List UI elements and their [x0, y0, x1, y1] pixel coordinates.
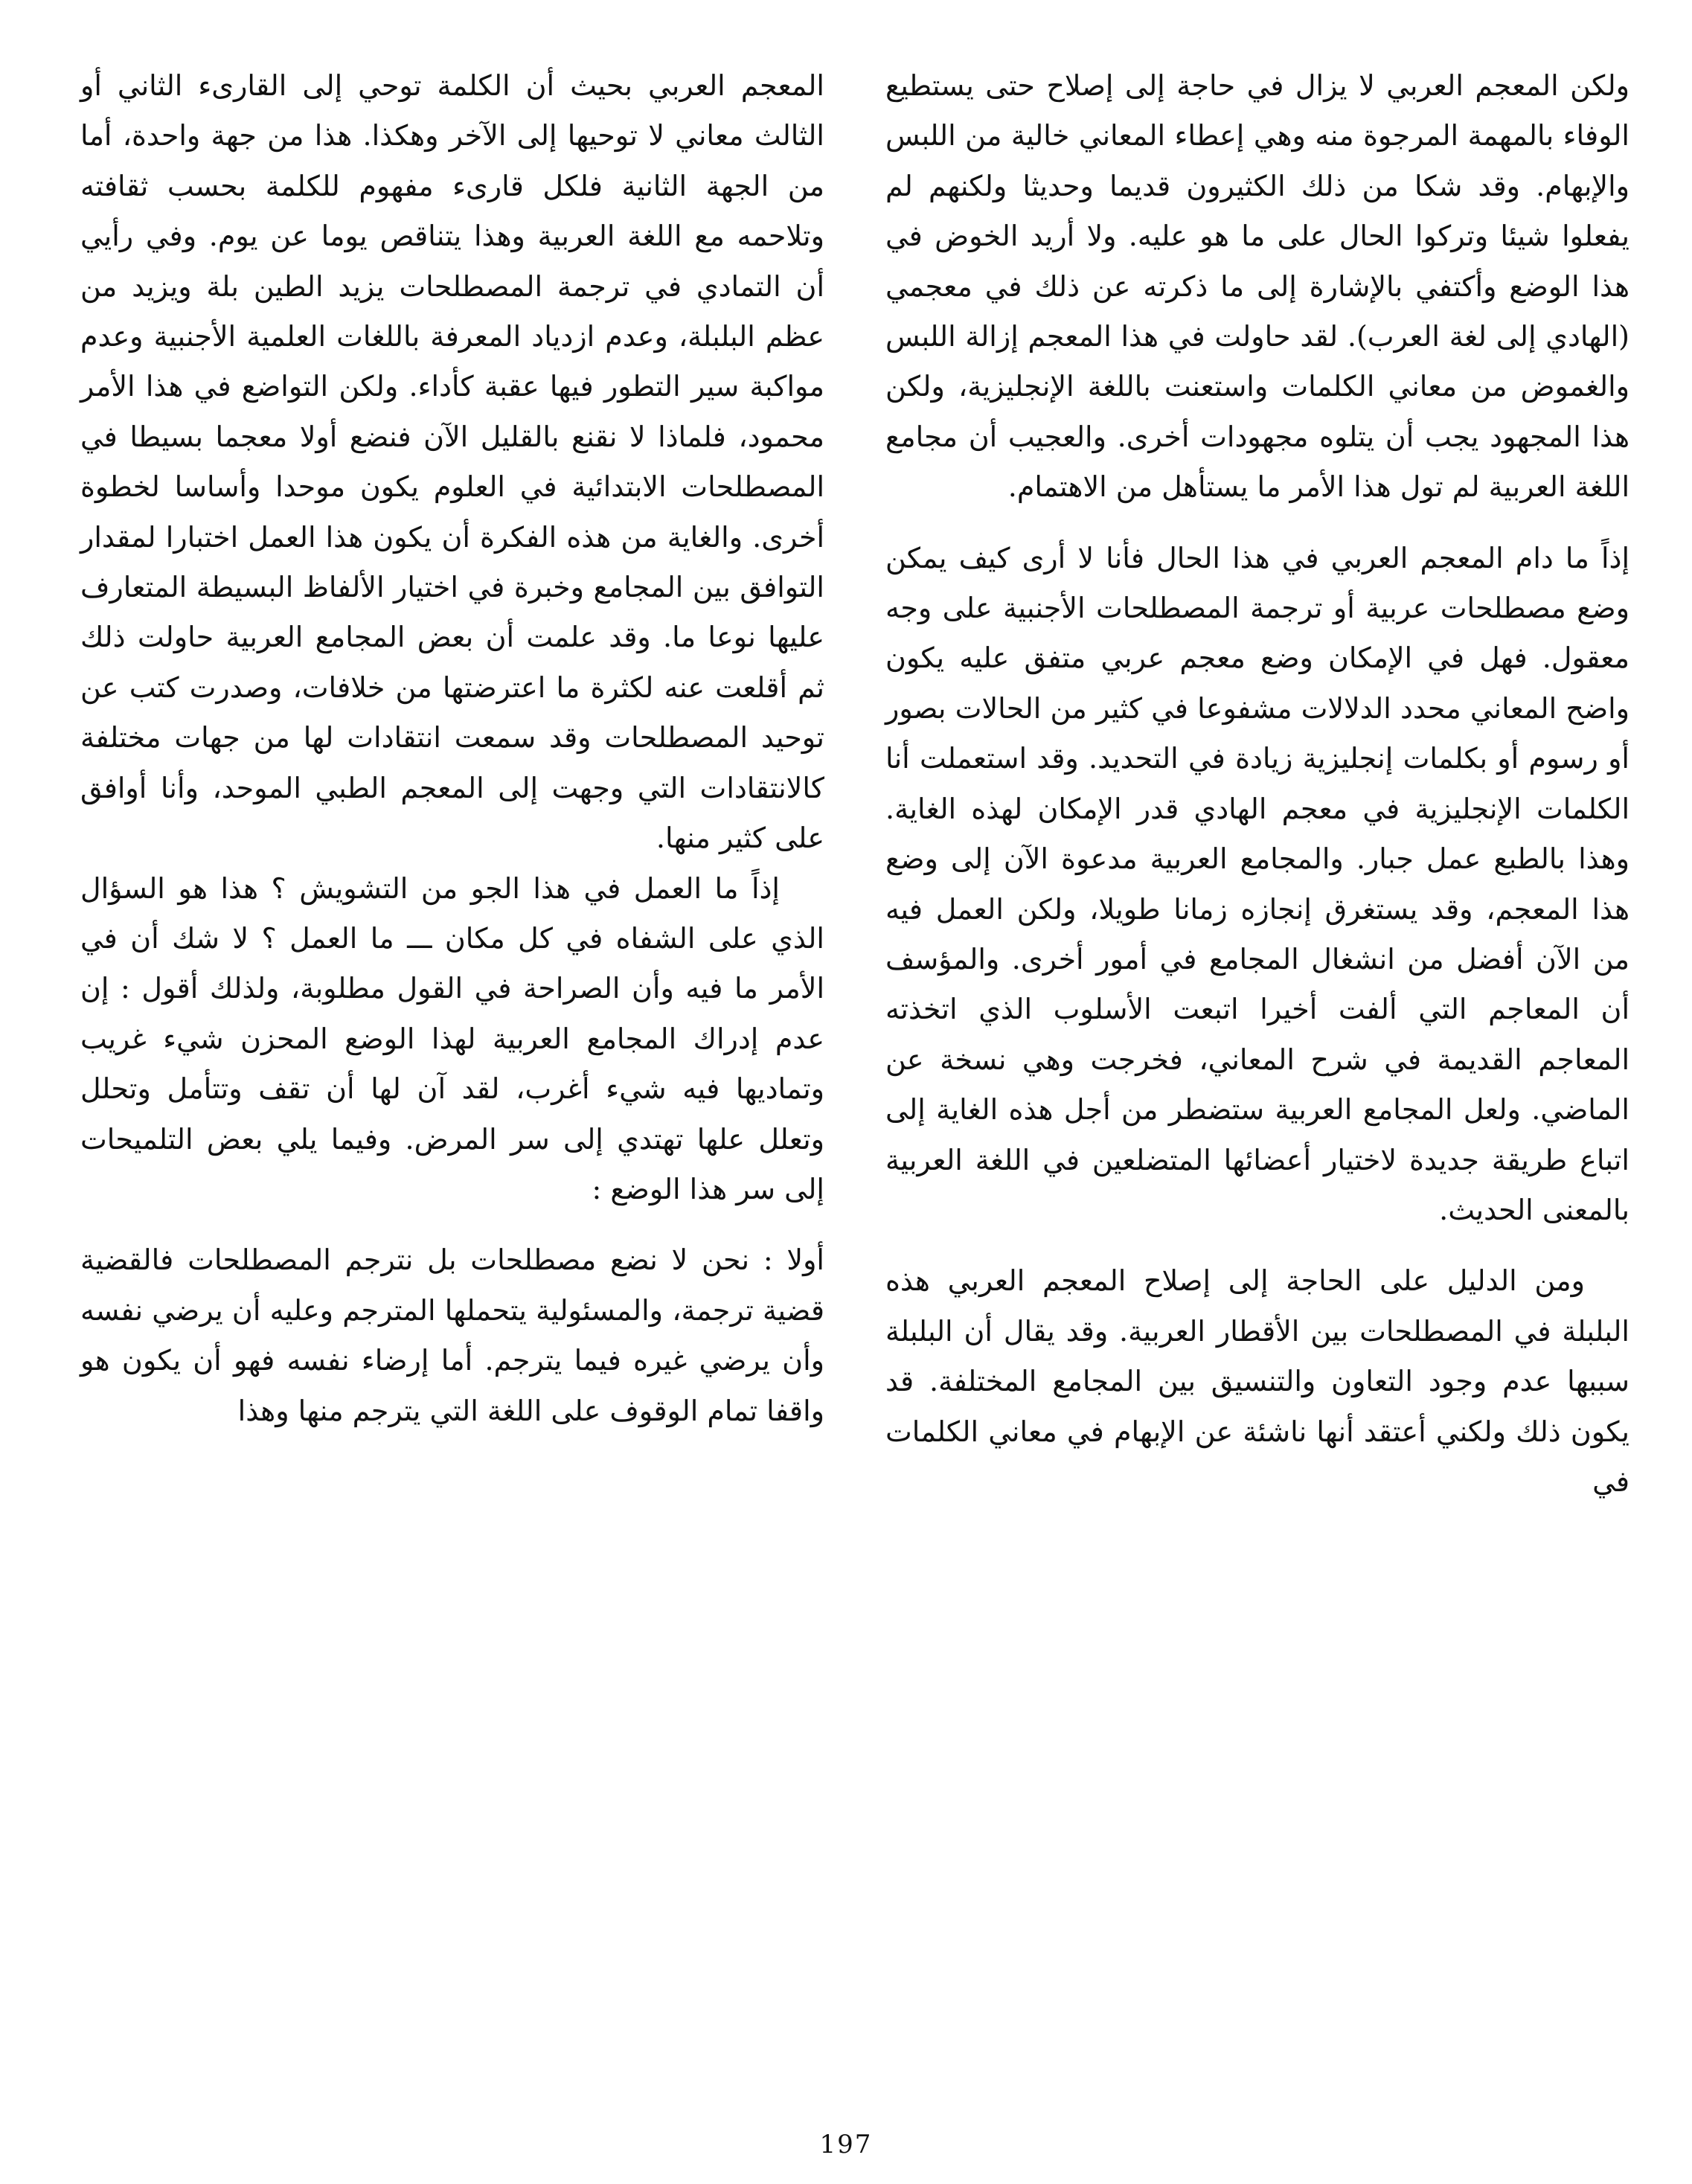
paragraph: إذاً ما العمل في هذا الجو من التشويش ؟ هذا هو السؤال الذي على الشفاه في كل مكان ـــ ما العمل ؟ لا شك أن في الأمر ما فيه وأن الصراحة في القول مطلوبة، ولذلك أقول : إن عدم إدراك المجامع العربية لهذا الوضع المحزن شيء غريب وتماديها فيه شيء أغرب، لقد آن لها أن تقف وتتأمل وتحلل وتعلل علها تهتدي إلى سر المرض. وفيما يلي بعض التلميحات إلى سر هذا الوضع :: [80, 871, 824, 1205]
paragraph: ومن الدليل على الحاجة إلى إصلاح المعجم العربي هذه البلبلة في المصطلحات بين الأقطار العربية. وقد يقال أن البلبلة سببها عدم وجود التعاون والتنسيق بين المجامع المختلفة. قد يكون ذلك ولكني أعتقد أنها ناشئة عن الإبهام في معاني الكلمات في: [885, 1264, 1629, 1498]
paragraph: ولكن المعجم العربي لا يزال في حاجة إلى إصلاح حتى يستطيع الوفاء بالمهمة المرجوة منه وهي إعطاء المعاني خالية من اللبس والإبهام. وقد شكا من ذلك الكثيرون قديما وحديثا ولكنهم لم يفعلوا شيئا وتركوا الحال على ما هو عليه. ولا أريد الخوض في هذا الوضع وأكتفي بالإشارة إلى ما ذكرته عن ذلك في معجمي (الهادي إلى لغة العرب). لقد حاولت في هذا المعجم إزالة اللبس والغموض من معاني الكلمات واستعنت باللغة الإنجليزية، ولكن هذا المجهود يجب أن يتلوه مجهودات أخرى. والعجيب أن مجامع اللغة العربية لم تول هذا الأمر ما يستأهل من الاهتمام.: [885, 69, 1629, 504]
left-column: [80, 61, 824, 1436]
paragraph: أولا : نحن لا نضع مصطلحات بل نترجم المصطلحات فالقضية قضية ترجمة، والمسئولية يتحملها المترجم وعليه أن يرضي نفسه وأن يرضي غيره فيما يترجم. أما إرضاء نفسه فهو أن يكون هو واقفا تمام الوقوف على اللغة التي يترجم منها وهذا: [80, 1243, 824, 1427]
page-number: 197: [819, 2130, 873, 2159]
paragraph: إذاً ما دام المعجم العربي في هذا الحال فأنا لا أرى كيف يمكن وضع مصطلحات عربية أو ترجمة المصطلحات الأجنبية على وجه معقول. فهل في الإمكان وضع معجم عربي متفق عليه يكون واضح المعاني محدد الدلالات مشفوعا في كثير من الحالات بصور أو رسوم أو بكلمات إنجليزية زيادة في التحديد. وقد استعملت أنا الكلمات الإنجليزية في معجم الهادي قدر الإمكان لهذه الغاية. وهذا بالطبع عمل جبار. والمجامع العربية مدعوة الآن إلى وضع هذا المعجم، وقد يستغرق إنجازه زمانا طويلا، ولكن العمل فيه من الآن أفضل من انشغال المجامع في أمور أخرى. والمؤسف أن المعاجم التي ألفت أخيرا اتبعت الأسلوب الذي اتخذته المعاجم القديمة في شرح المعاني، فخرجت وهي نسخة عن الماضي. ولعل المجامع العربية ستضطر من أجل هذه الغاية إلى اتباع طريقة جديدة لاختيار أعضائها المتضلعين في اللغة العربية بالمعنى الحديث.: [885, 541, 1629, 1226]
right-column: [885, 61, 1629, 1507]
paragraph: المعجم العربي بحيث أن الكلمة توحي إلى القارىء الثاني أو الثالث معاني لا توحيها إلى الآخر وهكذا. هذا من جهة واحدة، أما من الجهة الثانية فلكل قارىء مفهوم للكلمة بحسب ثقافته وتلاحمه مع اللغة العربية وهذا يتناقص يوما عن يوم. وفي رأيي أن التمادي في ترجمة المصطلحات يزيد الطين بلة ويزيد من عظم البلبلة، وعدم ازدياد المعرفة باللغات العلمية الأجنبية وعدم مواكبة سير التطور فيها عقبة كأداء. ولكن التواضع في هذا الأمر محمود، فلماذا لا نقنع بالقليل الآن فنضع أولا معجما بسيطا في المصطلحات الابتدائية في العلوم يكون موحدا وأساسا لخطوة أخرى. والغاية من هذه الفكرة أن يكون هذا العمل اختبارا لمقدار التوافق بين المجامع وخبرة في اختيار الألفاظ البسيطة المتعارف عليها نوعا ما. وقد علمت أن بعض المجامع العربية حاولت ذلك ثم أقلعت عنه لكثرة ما اعترضتها من خلافات، وصدرت كتب عن توحيد المصطلحات وقد سمعت انتقادات لها من جهات مختلفة كالانتقادات التي وجهت إلى المعجم الطبي الموحد، وأنا أوافق على كثير منها.: [80, 69, 824, 855]
